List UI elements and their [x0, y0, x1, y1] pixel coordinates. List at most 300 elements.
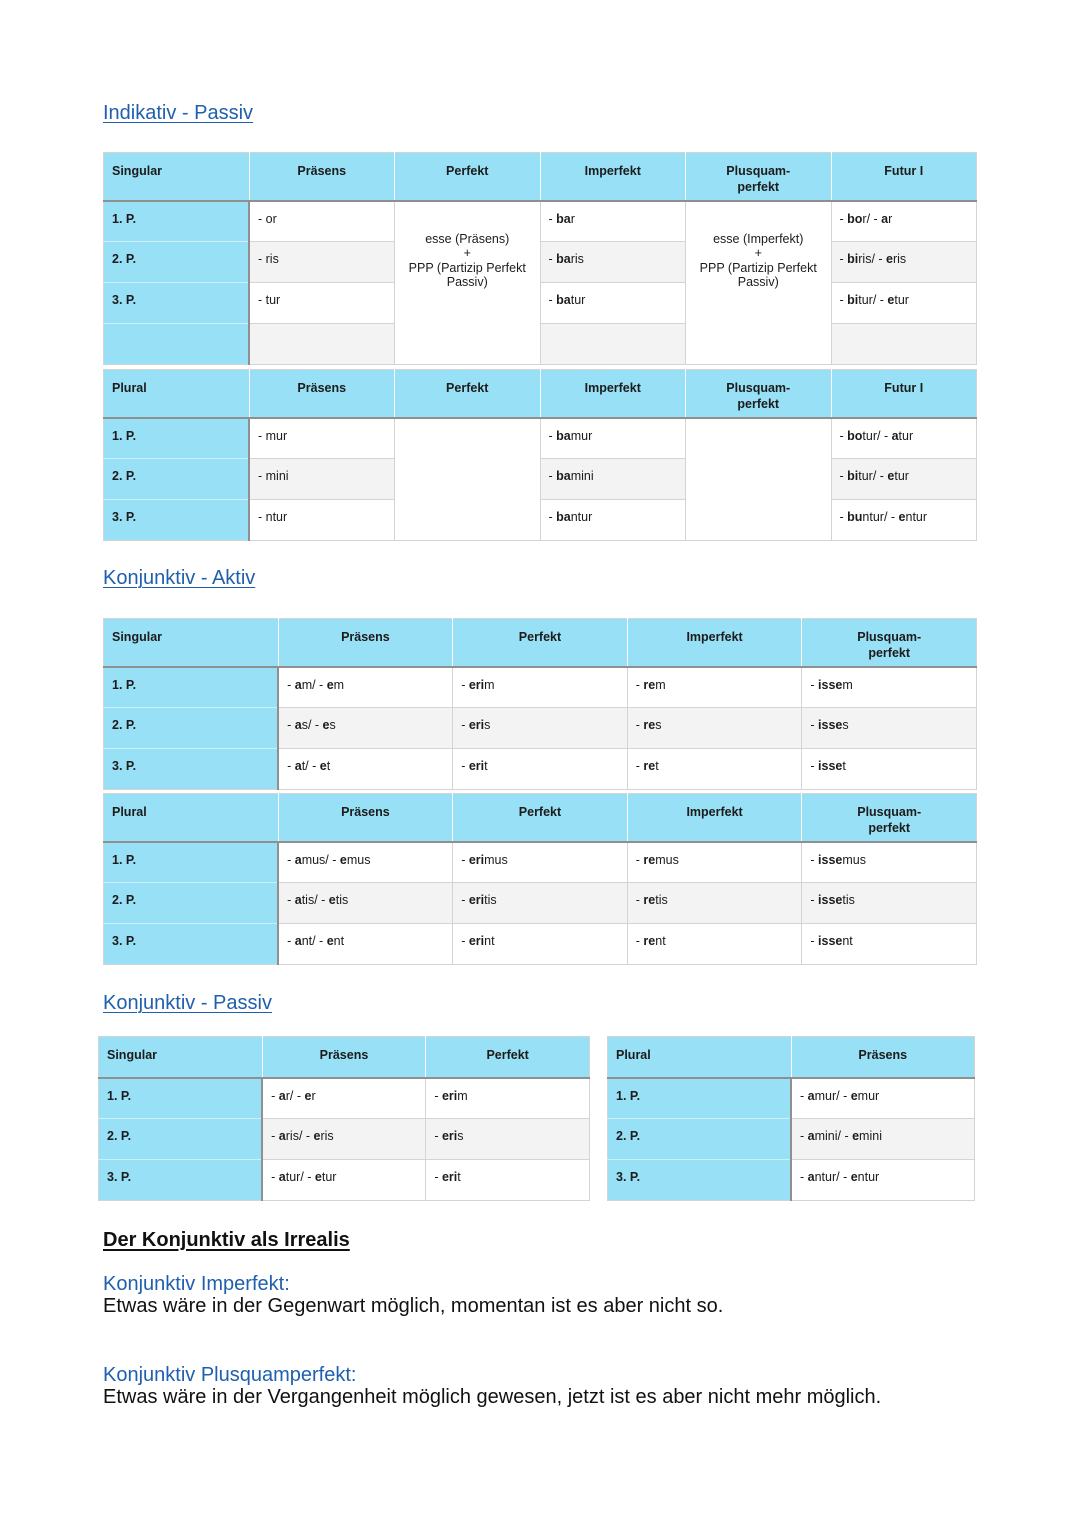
person-label: 1. P. [104, 418, 250, 459]
ending-text: - ris [258, 252, 279, 266]
table-row [104, 842, 977, 883]
ending-text: tis [842, 893, 855, 907]
ending-text: - [839, 469, 848, 483]
column-header-number: Plural [104, 370, 250, 418]
ending-marker: e [886, 252, 893, 266]
konjunktiv-passiv-singular-table [98, 1036, 590, 1201]
ending-text: - mur [258, 428, 288, 443]
irrealis-item-imperfekt [103, 1273, 723, 1317]
ending-text: - [635, 759, 644, 773]
ending-text: t [457, 1170, 461, 1184]
ending-marker: isse [818, 677, 843, 692]
ending-text: - [271, 1088, 279, 1103]
ending-cell [540, 201, 686, 242]
ending-text: - [800, 1170, 808, 1184]
table-row [104, 459, 977, 500]
ending-text: tur [894, 293, 909, 307]
ending-cell [262, 1119, 426, 1160]
ending-text: - [548, 510, 557, 524]
note-line: esse (Imperfekt) [713, 231, 804, 246]
ending-marker: a [891, 428, 899, 443]
person-label: 1. P. [99, 1078, 263, 1119]
ending-text: tur [894, 469, 909, 483]
ending-text: - [461, 759, 469, 773]
heading-konjunktiv-passiv: Konjunktiv - Passiv [103, 992, 272, 1014]
table-row [104, 749, 977, 790]
konjunktiv-aktiv-singular-table [103, 618, 977, 790]
ending-cell [791, 1078, 975, 1119]
ending-marker: re [643, 759, 656, 773]
table-row [99, 1160, 590, 1201]
table-row [104, 242, 977, 283]
ending-cell [540, 324, 686, 365]
ending-marker: a [294, 718, 302, 732]
ending-text: nt [655, 934, 666, 948]
ending-text: - [800, 1129, 808, 1143]
ending-text: tur [321, 1170, 337, 1184]
ending-cell [802, 883, 977, 924]
ending-text: - [810, 893, 819, 907]
ending-cell [278, 667, 453, 708]
header-row [104, 619, 977, 667]
person-label: 2. P. [104, 459, 250, 500]
ending-text: mini [859, 1129, 882, 1143]
ending-cell [453, 924, 628, 965]
ending-marker: e [328, 893, 336, 907]
ending-marker: a [278, 1129, 286, 1143]
ending-text: - [271, 1170, 279, 1184]
table-row [104, 283, 977, 324]
konjunktiv-passiv-plural-table [607, 1036, 975, 1201]
ending-marker: bi [847, 469, 859, 483]
ending-text: tur [898, 428, 914, 443]
ending-marker: bu [847, 510, 863, 524]
ending-marker: eri [468, 893, 485, 907]
ending-marker: ba [556, 211, 571, 226]
note-line: esse (Präsens) [425, 231, 510, 246]
table-row [608, 1160, 975, 1201]
ending-text: ntur/ - [814, 1170, 851, 1184]
ending-text: tur/ - [862, 428, 892, 443]
ending-text: m [457, 1088, 468, 1103]
konjunktiv-aktiv-plural-table [103, 793, 977, 965]
ending-text: - [271, 1129, 279, 1143]
column-header-tense: Plusquam- perfekt [802, 794, 977, 842]
ending-cell [831, 324, 977, 365]
column-header-number: Singular [104, 153, 250, 201]
ending-cell [249, 459, 395, 500]
ending-marker: isse [818, 759, 843, 773]
ending-cell [249, 324, 395, 365]
table-row [104, 201, 977, 242]
ending-cell [453, 842, 628, 883]
ending-marker: a [294, 759, 302, 773]
table-body [99, 1078, 590, 1201]
person-label: 1. P. [104, 201, 250, 242]
ending-text: t [326, 759, 331, 773]
irrealis-item-text: Etwas wäre in der Gegenwart möglich, momentan ist es aber nicht so. [103, 1295, 724, 1317]
ending-text: tis [484, 893, 497, 907]
column-header-number: Plural [104, 794, 279, 842]
ending-text: - tur [258, 293, 281, 307]
ending-marker: eri [441, 1170, 458, 1184]
ending-text: tur/ - [858, 293, 888, 307]
table-row [104, 667, 977, 708]
ending-cell [627, 708, 802, 749]
ending-text: - [434, 1129, 442, 1143]
table-body [104, 418, 977, 541]
ending-marker: isse [818, 852, 843, 867]
person-label: 1. P. [104, 667, 279, 708]
ending-cell [278, 749, 453, 790]
ending-cell [426, 1160, 590, 1201]
ending-text: - [287, 893, 295, 907]
ending-marker: a [278, 1170, 286, 1184]
person-label: 1. P. [104, 842, 279, 883]
ending-cell [627, 883, 802, 924]
merged-note-cell [395, 201, 541, 365]
ending-text: - [839, 252, 848, 266]
table-head [104, 153, 977, 201]
ending-cell [802, 749, 977, 790]
person-label: 2. P. [99, 1119, 263, 1160]
person-label: 3. P. [608, 1160, 792, 1201]
header-row [99, 1037, 590, 1078]
ending-text: mini [570, 469, 594, 483]
heading-konjunktiv-aktiv: Konjunktiv - Aktiv [103, 567, 256, 589]
ending-text: - [839, 510, 848, 524]
ending-text: - [839, 211, 848, 226]
ending-text: - [461, 677, 469, 692]
ending-marker: e [314, 1170, 322, 1184]
ending-cell [453, 883, 628, 924]
ending-cell [831, 201, 977, 242]
ending-cell [249, 418, 395, 459]
ending-text: s/ - [301, 718, 323, 732]
ending-marker: eri [468, 934, 485, 948]
ending-text: tis [655, 893, 668, 907]
ending-cell [278, 924, 453, 965]
ending-marker: ba [556, 293, 571, 307]
ending-text: - [461, 934, 469, 948]
ending-text: - or [258, 211, 277, 226]
ending-marker: e [322, 718, 330, 732]
ending-cell [831, 459, 977, 500]
ending-text: - [548, 428, 557, 443]
ending-marker: e [339, 852, 347, 867]
person-label: 2. P. [104, 242, 250, 283]
ending-marker: e [326, 677, 334, 692]
ending-text: - [287, 718, 295, 732]
ending-text: r/ - [862, 211, 882, 226]
ending-text: - [548, 469, 557, 483]
ending-text: s [842, 718, 849, 732]
ending-cell [540, 459, 686, 500]
column-header-tense: Perfekt [426, 1037, 590, 1078]
table-row [608, 1119, 975, 1160]
ending-text: m [655, 677, 666, 692]
note-line: + [754, 246, 762, 260]
table-row [104, 324, 977, 365]
ending-text: ris [320, 1129, 334, 1143]
ending-marker: ba [556, 510, 571, 524]
ending-text: t [484, 759, 488, 773]
ending-cell [453, 667, 628, 708]
ending-text: mur/ - [814, 1088, 851, 1103]
ending-marker: eri [468, 852, 485, 867]
ending-cell [627, 749, 802, 790]
person-label: 3. P. [104, 500, 250, 541]
ending-text: - [810, 759, 819, 773]
ending-marker: e [887, 293, 895, 307]
ending-marker: a [807, 1129, 815, 1143]
ending-text: - [810, 677, 819, 692]
ending-text: r [311, 1088, 316, 1103]
ending-text: - [434, 1088, 442, 1103]
ending-marker: e [850, 1088, 858, 1103]
note-line: PPP (Partizip Perfekt Passiv) [408, 260, 526, 289]
ending-cell [791, 1119, 975, 1160]
table-body [608, 1078, 975, 1201]
ending-marker: re [643, 718, 656, 732]
heading-indikativ-passiv: Indikativ - Passiv [103, 102, 254, 124]
header-row [104, 153, 977, 201]
column-header-tense: Futur I [831, 370, 977, 418]
ending-text: m [484, 677, 495, 692]
ending-text: - [461, 718, 469, 732]
table-body [104, 201, 977, 365]
ending-text: r/ - [285, 1088, 305, 1103]
ending-cell [802, 924, 977, 965]
ending-text: mus/ - [301, 852, 340, 867]
ending-text: ntur/ - [862, 510, 899, 524]
ending-marker: eri [441, 1129, 458, 1143]
ending-text: - [461, 852, 469, 867]
ending-cell [627, 842, 802, 883]
person-label: 2. P. [104, 708, 279, 749]
ending-text: - [635, 718, 644, 732]
ending-cell [831, 283, 977, 324]
column-header-tense: Imperfekt [540, 153, 686, 201]
ending-text: s [457, 1129, 464, 1143]
ending-cell [278, 883, 453, 924]
ending-marker: ba [556, 252, 571, 266]
person-label: 2. P. [104, 883, 279, 924]
ending-text: s [484, 718, 491, 732]
ending-marker: e [852, 1129, 860, 1143]
indikativ-passiv-singular-table [103, 152, 977, 365]
ending-text: ntur [570, 510, 593, 524]
ending-cell [249, 283, 395, 324]
table-body [104, 842, 977, 965]
column-header-tense: Plusquam- perfekt [686, 153, 832, 201]
ending-text: - [287, 934, 295, 948]
table-row [99, 1078, 590, 1119]
ending-cell [802, 667, 977, 708]
ending-text: tur [570, 293, 586, 307]
ending-marker: bi [847, 252, 859, 266]
header-row [104, 794, 977, 842]
ending-marker: bo [847, 428, 863, 443]
ending-marker: eri [468, 718, 485, 732]
column-header-tense: Perfekt [453, 794, 628, 842]
ending-text: s [655, 718, 662, 732]
ending-text: - [635, 852, 644, 867]
ending-text: - [810, 934, 819, 948]
column-header-tense: Futur I [831, 153, 977, 201]
ending-text: tur/ - [285, 1170, 315, 1184]
ending-text: - [461, 893, 469, 907]
ending-text: t [655, 759, 659, 773]
column-header-tense: Imperfekt [627, 794, 802, 842]
ending-text: ntur [857, 1170, 880, 1184]
ending-text: - [287, 759, 295, 773]
ending-text: ris/ - [858, 252, 887, 266]
ending-text: r [888, 211, 893, 226]
ending-text: - [800, 1088, 808, 1103]
column-header-tense: Perfekt [395, 370, 541, 418]
table-body [104, 667, 977, 790]
ending-text: m [842, 677, 853, 692]
ending-cell [540, 418, 686, 459]
ending-marker: e [898, 510, 906, 524]
ending-marker: re [643, 677, 656, 692]
ending-cell [426, 1119, 590, 1160]
ending-marker: eri [468, 759, 485, 773]
person-label: 3. P. [104, 749, 279, 790]
ending-text: tur/ - [858, 469, 888, 483]
ending-text: - [635, 893, 644, 907]
irrealis-item-text: Etwas wäre in der Vergangenheit möglich gewesen, jetzt ist es aber nicht mehr möglich. [103, 1386, 882, 1408]
column-header-tense: Präsens [249, 153, 395, 201]
table-row [104, 418, 977, 459]
ending-cell [453, 749, 628, 790]
ending-text: r [570, 211, 575, 226]
table-row [104, 708, 977, 749]
irrealis-item-plusquamperfekt [103, 1364, 881, 1408]
ending-text: nt [333, 934, 345, 948]
ending-text: tis [335, 893, 349, 907]
ending-text: tis/ - [301, 893, 329, 907]
ending-text: - ntur [258, 510, 288, 524]
ending-marker: eri [441, 1088, 458, 1103]
ending-text: ris [570, 252, 584, 266]
ending-cell [249, 201, 395, 242]
ending-marker: re [643, 852, 656, 867]
ending-text: - [287, 852, 295, 867]
ending-text: - [548, 293, 557, 307]
column-header-tense: Perfekt [395, 153, 541, 201]
ending-cell [831, 500, 977, 541]
header-row [104, 370, 977, 418]
column-header-number: Singular [104, 619, 279, 667]
note-line: PPP (Partizip Perfekt Passiv) [699, 260, 817, 289]
table-head [99, 1037, 590, 1078]
ending-text: - [287, 677, 295, 692]
table-row [99, 1119, 590, 1160]
note-line: + [463, 246, 471, 260]
ending-text: mur [570, 428, 593, 443]
ending-marker: e [850, 1170, 858, 1184]
ending-marker: bi [847, 293, 859, 307]
person-label [104, 324, 250, 365]
ending-marker: eri [468, 677, 485, 692]
ending-text: s [329, 718, 336, 732]
ending-cell [802, 842, 977, 883]
ending-text: m/ - [301, 677, 327, 692]
merged-note-cell [686, 201, 832, 365]
ending-cell [627, 667, 802, 708]
ending-marker: e [313, 1129, 321, 1143]
ending-cell [262, 1078, 426, 1119]
irrealis-item-label: Konjunktiv Plusquamperfekt: [103, 1364, 357, 1386]
irrealis-heading: Der Konjunktiv als Irrealis [103, 1229, 350, 1251]
merged-note-cell [686, 418, 832, 541]
table-row [104, 500, 977, 541]
person-label: 3. P. [99, 1160, 263, 1201]
table-row [608, 1078, 975, 1119]
ending-marker: isse [818, 934, 843, 948]
table-head [104, 794, 977, 842]
ending-text: - [434, 1170, 442, 1184]
irrealis-item-label: Konjunktiv Imperfekt: [103, 1273, 290, 1295]
ending-text: - [810, 852, 819, 867]
ending-text: - mini [258, 469, 289, 483]
ending-marker: isse [818, 893, 843, 907]
ending-marker: ba [556, 469, 571, 483]
ending-cell [540, 500, 686, 541]
ending-text: t/ - [301, 759, 320, 773]
ending-marker: re [643, 934, 656, 948]
ending-cell [791, 1160, 975, 1201]
indikativ-passiv-plural-table [103, 369, 977, 541]
ending-text: - [810, 718, 819, 732]
column-header-tense: Plusquam- perfekt [802, 619, 977, 667]
ending-text: - [548, 252, 557, 266]
person-label: 1. P. [608, 1078, 792, 1119]
header-row [608, 1037, 975, 1078]
table-head [608, 1037, 975, 1078]
ending-marker: a [294, 934, 302, 948]
ending-cell [831, 418, 977, 459]
person-label: 3. P. [104, 924, 279, 965]
ending-cell [540, 283, 686, 324]
ending-cell [802, 708, 977, 749]
merged-note-cell [395, 418, 541, 541]
table-head [104, 370, 977, 418]
column-header-tense: Imperfekt [540, 370, 686, 418]
ending-text: - [839, 293, 848, 307]
ending-cell [540, 242, 686, 283]
ending-marker: re [643, 893, 656, 907]
ending-marker: a [278, 1088, 286, 1103]
ending-text: nt/ - [301, 934, 327, 948]
ending-text: nt [842, 934, 853, 948]
ending-marker: e [319, 759, 327, 773]
ending-text: - [635, 934, 644, 948]
table-row [104, 883, 977, 924]
person-label: 3. P. [104, 283, 250, 324]
ending-cell [453, 708, 628, 749]
ending-cell [262, 1160, 426, 1201]
person-label: 2. P. [608, 1119, 792, 1160]
ending-marker: a [294, 677, 302, 692]
ending-text: m [333, 677, 345, 692]
ending-text: nt [484, 934, 495, 948]
ending-marker: a [881, 211, 889, 226]
ending-cell [278, 842, 453, 883]
table-head [104, 619, 977, 667]
